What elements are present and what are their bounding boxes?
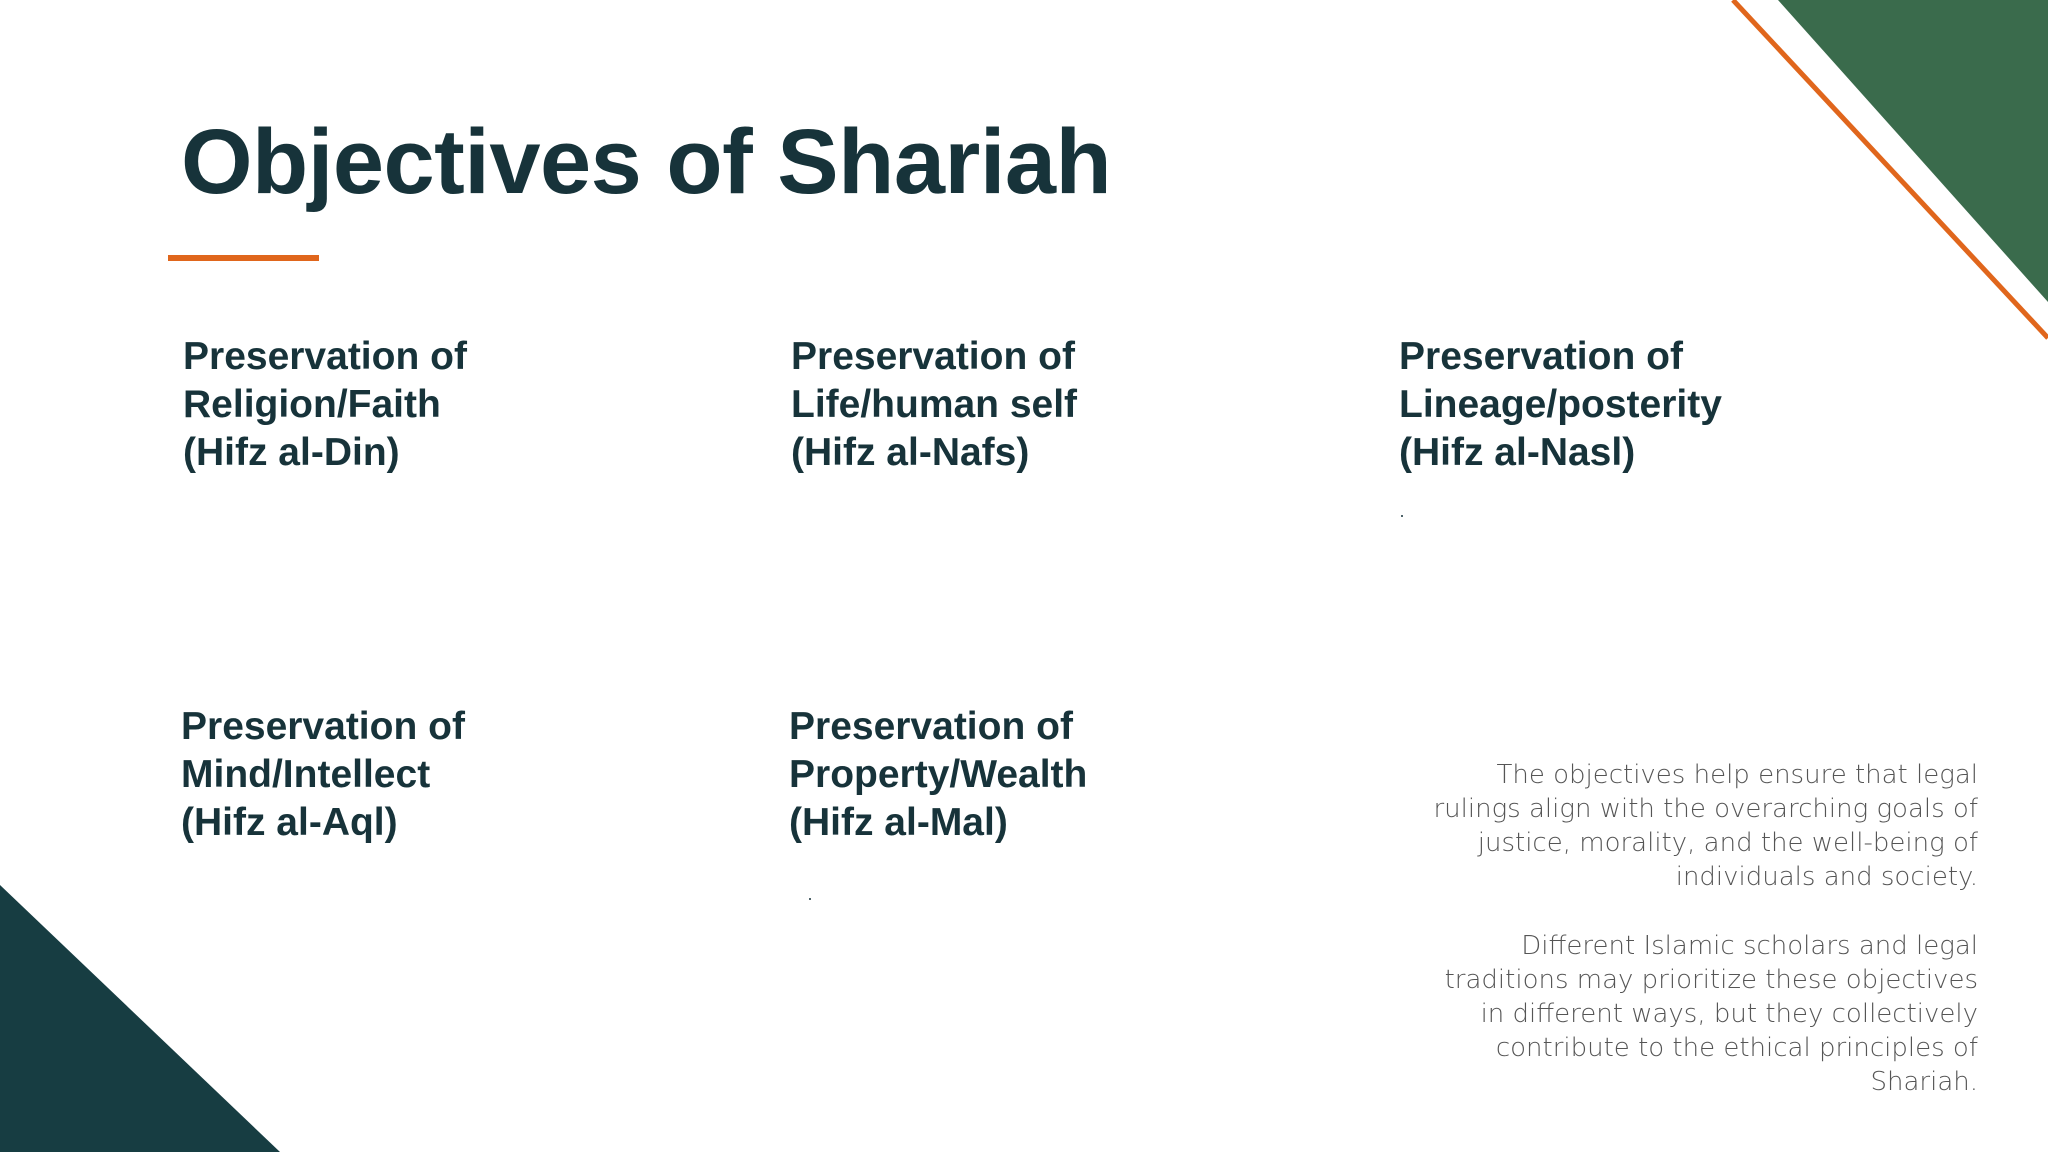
note-paragraph-purpose: The objectives help ensure that legal rulings align with the overarching goals of justice, morality, and the well-being of individuals and society. [1433,760,1978,892]
slide-title: Objectives of Shariah [181,111,1112,213]
title-underline [168,255,319,261]
top-right-green-triangle [1778,0,2048,302]
objective-lineage: Preservation of Lineage/posterity (Hifz al-Nasl) [1399,335,1722,474]
note-paragraph-scholars: Different Islamic scholars and legal traditions may prioritize these objectives in different ways, but they collectively contribute to the ethical principles of Shariah. [1444,931,1978,1097]
bottom-left-teal-triangle [0,885,280,1152]
stray-dot [809,898,811,900]
stray-dot [1401,515,1403,517]
objective-life: Preservation of Life/human self (Hifz al-Nafs) [791,335,1078,474]
objective-wealth: Preservation of Property/Wealth (Hifz al-Mal) [789,705,1088,844]
objective-religion: Preservation of Religion/Faith (Hifz al-Din) [183,335,467,474]
objective-intellect: Preservation of Mind/Intellect (Hifz al-Aql) [181,705,465,844]
